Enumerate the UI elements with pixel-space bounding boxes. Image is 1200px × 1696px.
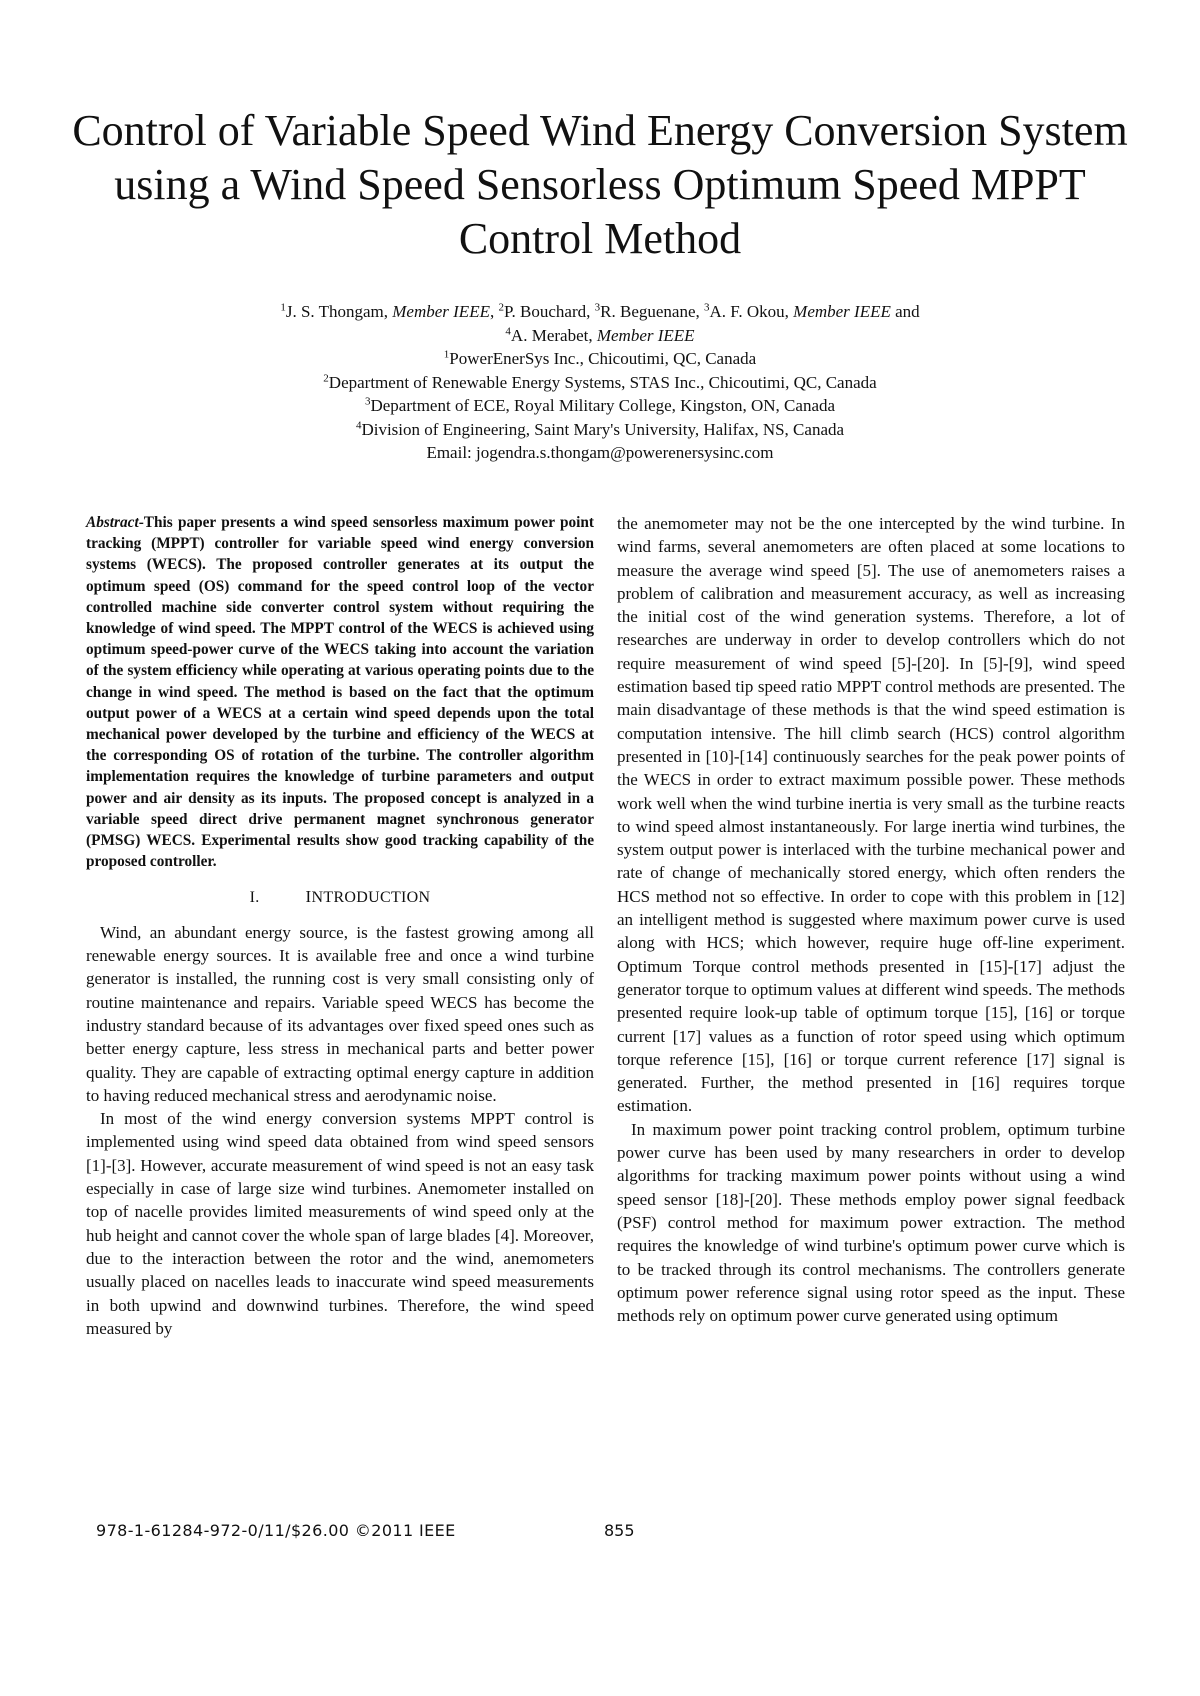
author-role: Member IEEE — [596, 325, 695, 345]
affil-marker: 4 — [355, 418, 362, 431]
affiliation-text: Department of ECE, Royal Military College, Kingston, ON, Canada — [370, 396, 836, 415]
author-name: A. Merabet, — [510, 325, 597, 345]
copyright-footer: 978-1-61284-972-0/11/$26.00 ©2011 IEEE — [96, 1521, 456, 1540]
affil-marker: 3 — [594, 301, 601, 314]
section-title-rest: NTRODUCTION — [311, 889, 431, 907]
affiliation-4 — [100, 418, 1100, 442]
section-number: I. — [249, 889, 260, 907]
affiliation-1 — [100, 347, 1100, 371]
affil-marker: 1 — [443, 348, 450, 361]
author-name: P. Bouchard, — [503, 302, 595, 321]
author-line-2 — [100, 324, 1100, 348]
affil-marker: 2 — [323, 371, 329, 384]
affil-marker: 2 — [498, 301, 504, 314]
abstract-label: Abstract — [86, 514, 139, 531]
author-block — [100, 300, 1100, 465]
affil-marker: 3 — [364, 395, 371, 408]
affil-marker: 1 — [280, 301, 286, 314]
affiliation-text: PowerEnerSys Inc., Chicoutimi, QC, Canada — [449, 349, 757, 368]
affiliation-3 — [100, 394, 1100, 418]
affiliation-2 — [100, 371, 1100, 395]
abstract-text: -This paper presents a wind speed sensorless maximum power point tracking (MPPT) controller for variable speed wind energy conversion systems (WECS). The proposed controller generates at its output the optimum speed (OS) command for the speed control loop of the vector controlled machine side converter control system without requiring the knowledge of wind speed. The MPPT control of the WECS is achieved using optimum speed-power curve of the WECS taking into account the variation of the system efficiency while operating at various operating points due to the change in wind speed. The method is based on the fact that the optimum output power of a WECS at a certain wind speed depends upon the total mechanical power developed by the turbine and efficiency of the WECS at the corresponding OS of rotation of the turbine. The controller algorithm implementation requires the knowledge of turbine parameters and output power and air density as its inputs. The proposed concept is analyzed in a variable speed direct drive permanent magnet synchronous generator (PMSG) WECS. Experimental results show good tracking capability of the proposed controller. — [86, 514, 594, 871]
author-conjunction: and — [890, 302, 920, 321]
left-column — [86, 512, 594, 1340]
paragraph: Wind, an abundant energy source, is the fastest growing among all renewable energy sources. It is available free and once a wind turbine generator is installed, the running cost is very small consisting only of routine maintenance and repairs. Variable speed WECS has become the industry standard because of its advantages over fixed speed ones such as better energy capture, less stress in mechanical parts and better power quality. They are capable of extracting optimal energy capture in addition to having reduced mechanical stress and aerodynamic noise. — [86, 922, 594, 1105]
author-role: Member IEEE — [392, 302, 490, 321]
section-heading-introduction — [86, 885, 594, 909]
author-name: J. S. Thongam, — [285, 302, 393, 321]
paragraph: In maximum power point tracking control problem, optimum turbine power curve has been used by many researchers in order to develop algorithms for tracking maximum power points without using a wind speed sensor [18]-[20]. These methods employ power signal feedback (PSF) control method for maximum power extraction. The method requires the knowledge of wind turbine's optimum power curve which is to be tracked through its control mechanisms. The controllers generate optimum power reference signal using rotor speed as the input. These methods rely on optimum power curve generated using optimum — [617, 1119, 1125, 1326]
paragraph: In most of the wind energy conversion systems MPPT control is implemented using wind speed data obtained from wind speed sensors [1]-[3]. However, accurate measurement of wind speed is not an easy task especially in case of large size wind turbines. Anemometer installed on top of nacelle provides limited measurements of wind speed only at the hub height and cannot cover the whole span of large blades [4]. Moreover, due to the interaction between the rotor and the wind, anemometers usually placed on nacelles leads to inaccurate wind speed measurements in both upwind and downwind turbines. Therefore, the wind speed measured by — [86, 1109, 594, 1338]
affiliation-text: Division of Engineering, Saint Mary's University, Halifax, NS, Canada — [361, 419, 845, 439]
section-title-initial: I — [305, 887, 312, 907]
affiliation-text: Department of Renewable Energy Systems, STAS Inc., Chicoutimi, QC, Canada — [328, 372, 877, 392]
right-column — [617, 512, 1125, 1327]
paper-title: Control of Variable Speed Wind Energy Conversion System using a Wind Speed Sensorless Optimum Speed MPPT Control Method — [72, 106, 1128, 263]
affil-marker: 4 — [505, 324, 511, 337]
paragraph: the anemometer may not be the one intercepted by the wind turbine. In wind farms, several anemometers are often placed at some locations to measure the average wind speed [5]. The use of anemometers raises a problem of calibration and measurement accuracy, as well as increasing the initial cost of the wind generation systems. Therefore, a lot of researches are underway in order to develop controllers which do not require measurement of wind speed [5]-[20]. In [5]-[9], wind speed estimation based tip speed ratio MPPT control methods are presented. The main disadvantage of these methods is that the wind speed estimation is computation intensive. The hill climb search (HCS) control algorithm presented in [10]-[14] continuously searches for the peak power points of the WECS in order to extract maximum possible power. These methods work well when the wind turbine inertia is very small as the turbine reacts to wind speed almost instantaneously. For large inertia wind turbines, the system output power is interlaced with the turbine mechanical power and rate of change of mechanically stored energy, which often renders the HCS method not so effective. In order to cope with this problem in [12] an intelligent method is suggested where maximum power curve is used along with HCS; which however, require huge off-line experiment. Optimum Torque control methods presented in [15]-[17] adjust the generator torque to optimum values at different wind speeds. The methods presented require look-up table of optimum torque [15], [16] or torque current [17] values as a function of rotor speed using which optimum torque reference [15], [16] or torque current reference [17] signal is generated. Further, the method presented in [16] requires torque estimation. — [617, 514, 1125, 1116]
author-role: Member IEEE — [793, 302, 891, 321]
abstract — [86, 512, 594, 872]
email: Email: jogendra.s.thongam@powerenersysinc.com — [426, 443, 774, 462]
author-name: R. Beguenane, — [600, 302, 704, 321]
page-number: 855 — [604, 1521, 635, 1540]
author-line-1: $^1$J. S. Thongam, Member IEEE, $^2$P. Bouchard, $^3$R. Beguenane, $^3$A. F. Okou, Member IEEE and — [280, 301, 920, 321]
author-name: A. F. Okou, — [709, 302, 794, 321]
affil-marker: 3 — [704, 301, 710, 314]
